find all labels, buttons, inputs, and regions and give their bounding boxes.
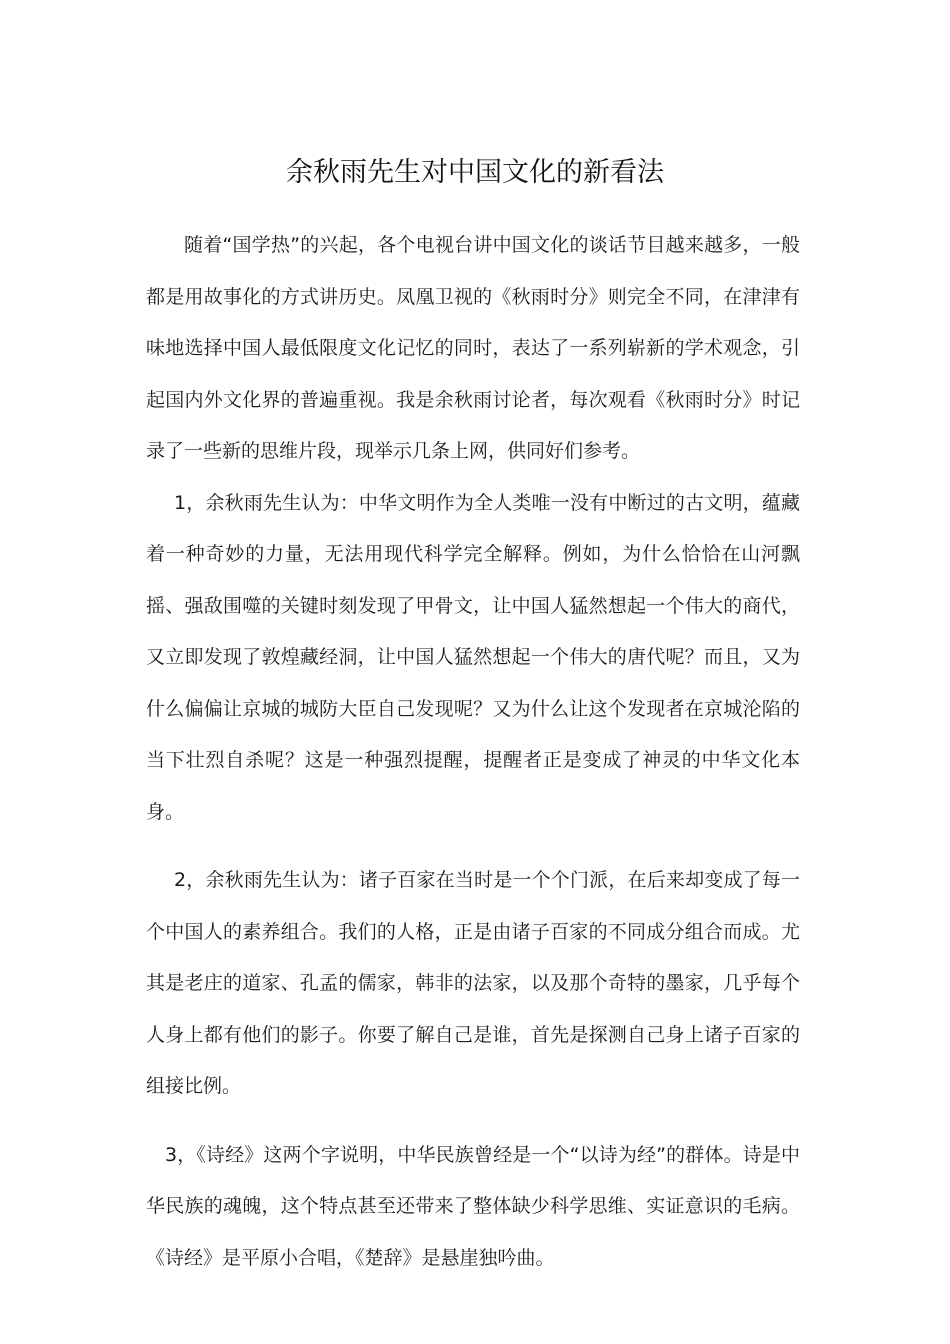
point-1-paragraph: 1，余秋雨先生认为：中华文明作为全人类唯一没有中断过的古文明，蕴藏着一种奇妙的力量，无法用现代科学完全解释。例如，为什么恰恰在山河飘摇、强敌围噬的关键时刻发现了甲骨文，让中国人猛然想起一个伟大的商代，又立即发现了敦煌藏经洞，让中国人猛然想起一个伟大的唐代呢？而且，又为什么偏偏让京城的城防大臣自己发现呢？又为什么让这个发现者在京城沦陷的当下壮烈自杀呢？这是一种强烈提醒，提醒者正是变成了神灵的中华文化本身。 <box>146 491 800 823</box>
point-3-paragraph: 3，《诗经》这两个字说明，中华民族曾经是一个“以诗为经”的群体。诗是中华民族的魂魄，这个特点甚至还带来了整体缺少科学思维、实证意识的毛病。《诗经》是平原小合唱，《楚辞》是悬崖独吟曲。 <box>146 1143 800 1269</box>
point-2-paragraph: 2，余秋雨先生认为：诸子百家在当时是一个个门派，在后来却变成了每一个中国人的素养组合。我们的人格，正是由诸子百家的不同成分组合而成。尤其是老庄的道家、孔孟的儒家，韩非的法家，以及那个奇特的墨家，几乎每个人身上都有他们的影子。你要了解自己是谁，首先是探测自己身上诸子百家的组接比例。 <box>146 869 800 1097</box>
document-title: 余秋雨先生对中国文化的新看法 <box>286 157 664 188</box>
intro-paragraph: 随着“国学热”的兴起，各个电视台讲中国文化的谈话节目越来越多，一般都是用故事化的方式讲历史。凤凰卫视的《秋雨时分》则完全不同，在津津有味地选择中国人最低限度文化记忆的同时，表达了一系列崭新的学术观念，引起国内外文化界的普遍重视。我是余秋雨讨论者，每次观看《秋雨时分》时记录了一些新的思维片段，现举示几条上网，供同好们参考。 <box>146 234 800 462</box>
document-body <box>146 220 800 1284</box>
